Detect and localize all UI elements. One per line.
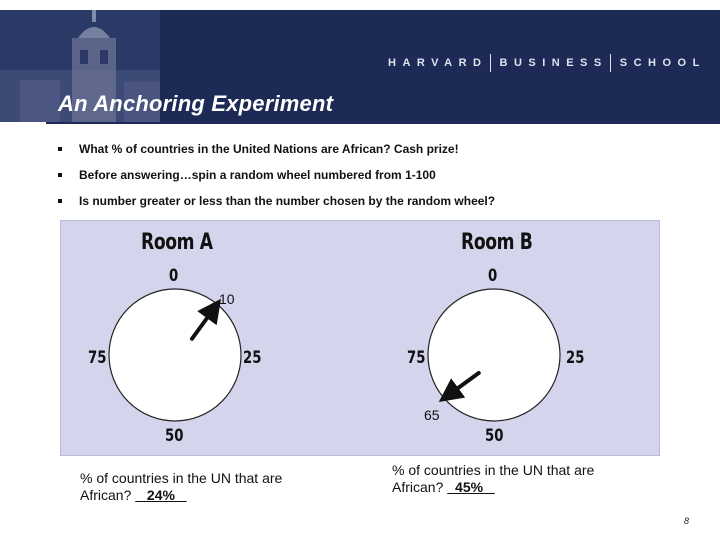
room-b-answer-number: 45% <box>455 479 484 495</box>
dial-b-label-right: 25 <box>566 348 585 368</box>
dial-a-label-top: 0 <box>169 266 179 286</box>
dial-b-label-top: 0 <box>488 266 498 286</box>
dial-a-label-left: 75 <box>88 348 107 368</box>
dial-a-label-right: 25 <box>243 348 262 368</box>
bullet-text: Is number greater or less than the number chosen by the random wheel? <box>79 194 496 208</box>
wordmark-harvard: HARVARD <box>388 57 488 69</box>
room-a-answer-value <box>135 487 186 503</box>
page-number: 8 <box>684 516 690 526</box>
bullet-text: What % of countries in the United Nations are African? Cash prize! <box>79 142 459 156</box>
room-b-answer-value <box>447 479 494 495</box>
room-b-title: Room B <box>461 230 533 255</box>
room-b-answer-text: % of countries in the UN that are African? <box>392 462 595 495</box>
room-a-title: Room A <box>141 230 213 255</box>
room-b-answer <box>392 462 612 496</box>
wordmark-business: BUSINESS <box>499 57 608 69</box>
dial-b-spin-label: 65 <box>424 407 440 423</box>
dial-b-label-left: 75 <box>407 348 426 368</box>
bullet-text: Before answering…spin a random wheel numbered from 1-100 <box>79 168 436 182</box>
room-a-answer <box>80 470 330 504</box>
dial-b-label-bottom: 50 <box>485 426 504 446</box>
dial-a-spin-label: 10 <box>219 291 235 307</box>
room-a-answer-text: % of countries in the UN that are African? <box>80 470 283 503</box>
dial-a-face <box>109 289 241 421</box>
dial-b-face <box>428 289 560 421</box>
dial-a-label-bottom: 50 <box>165 426 184 446</box>
room-a-answer-number: 24% <box>146 487 175 503</box>
slide-title: An Anchoring Experiment <box>58 91 334 116</box>
wordmark-school: SCHOOL <box>619 57 706 69</box>
